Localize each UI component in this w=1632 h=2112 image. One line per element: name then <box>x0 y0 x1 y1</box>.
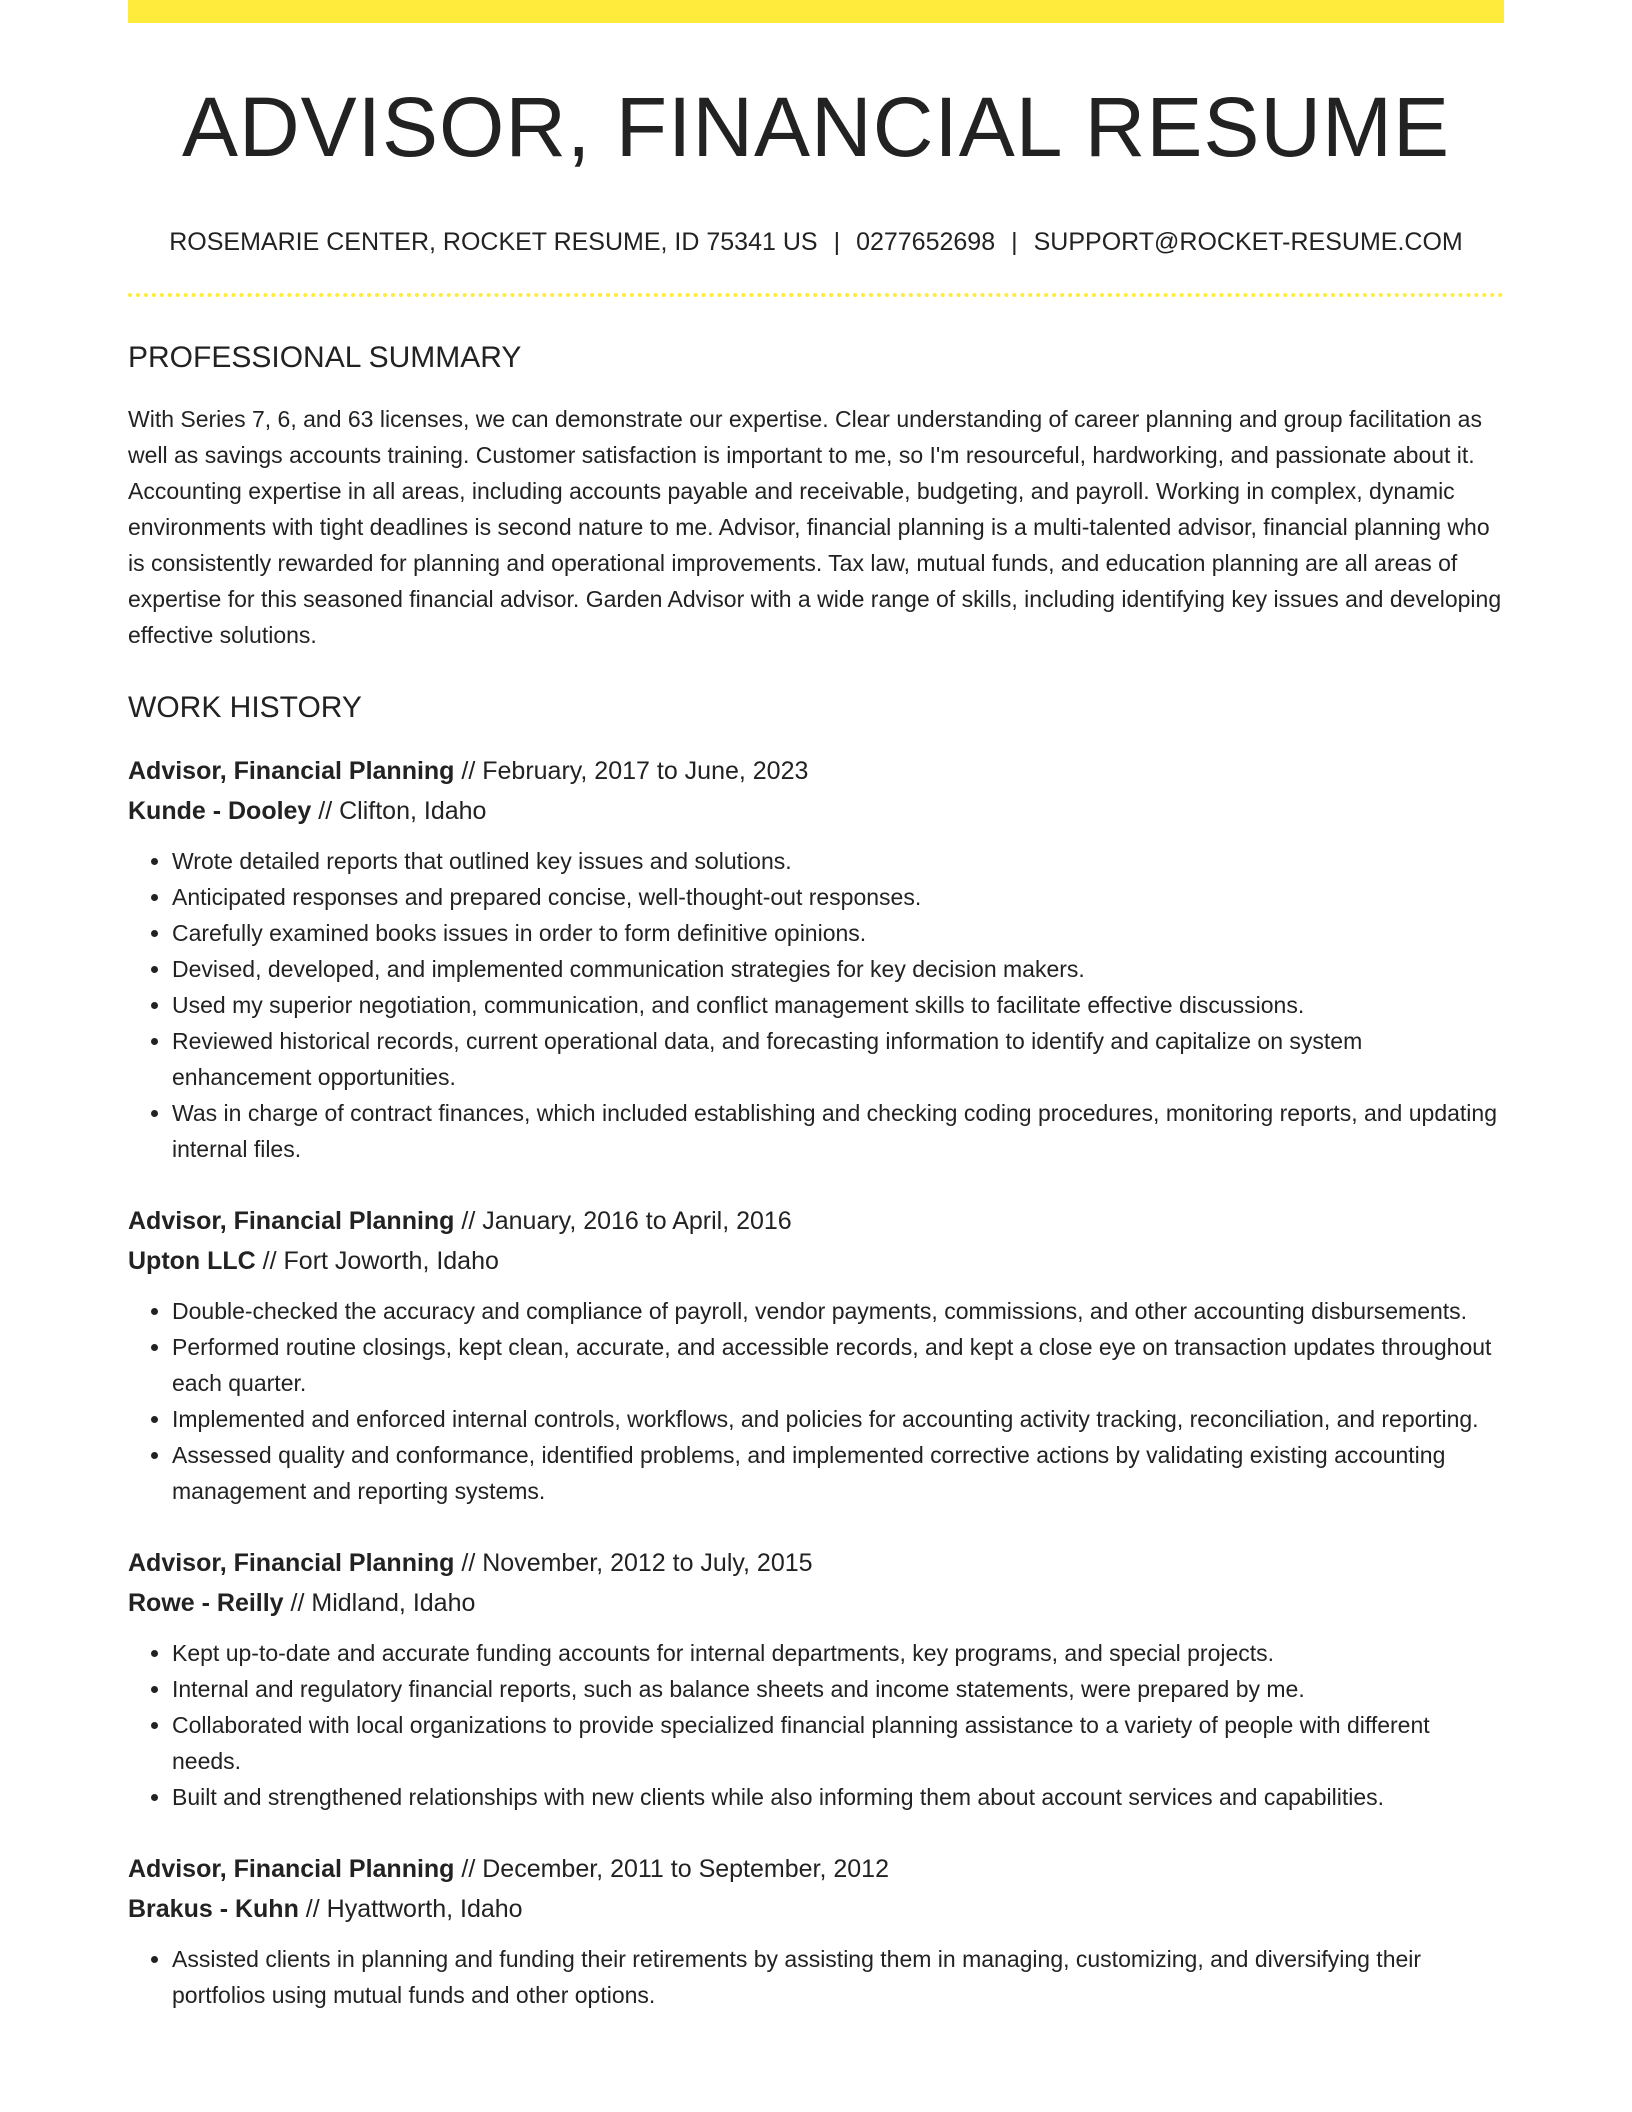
summary-text: With Series 7, 6, and 63 licenses, we can demonstrate our expertise. Clear understanding of career planning and group facilitation as well as savings accounts training. Customer satisfaction is important to me, so I'm resourceful, hardworking, and passionate about it. Accounting expertise in all areas, including accounts payable and receivable, budgeting, and payroll. Working in complex, dynamic environments with tight deadlines is second nature to me. Advisor, financial planning is a multi-talented advisor, financial planning who is consistently rewarded for planning and operational improvements. Tax law, mutual funds, and education planning are all areas of expertise for this seasoned financial advisor. Garden Advisor with a wide range of skills, including identifying key issues and developing effective solutions. <box>128 406 1502 648</box>
contact-line <box>128 227 1504 257</box>
job-location: // Midland, Idaho <box>283 1589 476 1617</box>
job-company-line <box>128 1583 1504 1623</box>
job-title-line <box>128 751 1504 791</box>
job-company-line <box>128 791 1504 831</box>
job-entry <box>128 751 1504 1167</box>
list-item: • Built and strengthened relationships with new clients while also informing them about account services and capabilities. <box>172 1779 1504 1815</box>
job-bullets <box>128 1293 1504 1509</box>
list-item: • Performed routine closings, kept clean, accurate, and accessible records, and kept a close eye on transaction updates throughout each quarter. <box>172 1329 1504 1401</box>
list-item: • Used my superior negotiation, communication, and conflict management skills to facilitate effective discussions. <box>172 987 1504 1023</box>
job-title-line <box>128 1849 1504 1889</box>
job-company: Upton LLC <box>128 1247 256 1275</box>
list-item: • Was in charge of contract finances, which included establishing and checking coding procedures, monitoring reports, and updating internal files. <box>172 1095 1504 1167</box>
list-item: • Assessed quality and conformance, identified problems, and implemented corrective actions by validating existing accounting management and reporting systems. <box>172 1437 1504 1509</box>
job-dates: // November, 2012 to July, 2015 <box>454 1549 813 1577</box>
dotted-divider <box>128 293 1504 297</box>
contact-separator: | <box>833 228 841 256</box>
list-item: • Internal and regulatory financial reports, such as balance sheets and income statements, were prepared by me. <box>172 1671 1504 1707</box>
list-item: • Double-checked the accuracy and compliance of payroll, vendor payments, commissions, and other accounting disbursements. <box>172 1293 1504 1329</box>
job-location: // Hyattworth, Idaho <box>298 1895 523 1923</box>
job-entry <box>128 1543 1504 1815</box>
job-company: Kunde - Dooley <box>128 797 312 825</box>
contact-separator: | <box>1011 228 1018 256</box>
job-title: Advisor, Financial Planning <box>128 757 455 785</box>
job-location: // Fort Joworth, Idaho <box>255 1247 499 1275</box>
list-item: • Reviewed historical records, current operational data, and forecasting information to identify and capitalize on system enhancement opportunities. <box>172 1023 1504 1095</box>
list-item: • Wrote detailed reports that outlined key issues and solutions. <box>172 843 1504 879</box>
resume-page <box>128 0 1504 2013</box>
list-item: • Devised, developed, and implemented communication strategies for key decision makers. <box>172 951 1504 987</box>
job-dates: // February, 2017 to June, 2023 <box>454 757 809 785</box>
job-title-line <box>128 1543 1504 1583</box>
list-item: • Implemented and enforced internal controls, workflows, and policies for accounting activity tracking, reconciliation, and reporting. <box>172 1401 1504 1437</box>
job-entry <box>128 1849 1504 2013</box>
job-location: // Clifton, Idaho <box>311 797 487 825</box>
summary-heading: PROFESSIONAL SUMMARY <box>128 341 522 374</box>
job-title: Advisor, Financial Planning <box>128 1549 455 1577</box>
job-company-line <box>128 1241 1504 1281</box>
job-title: Advisor, Financial Planning <box>128 1207 455 1235</box>
list-item: • Assisted clients in planning and funding their retirements by assisting them in managing, customizing, and diversifying their portfolios using mutual funds and other options. <box>172 1941 1504 2013</box>
job-entry <box>128 1201 1504 1509</box>
work-history-heading: WORK HISTORY <box>128 691 362 724</box>
job-dates: // January, 2016 to April, 2016 <box>454 1207 792 1235</box>
contact-email: SUPPORT@ROCKET-RESUME.COM <box>1033 228 1463 256</box>
list-item: • Anticipated responses and prepared concise, well-thought-out responses. <box>172 879 1504 915</box>
work-history-list <box>128 751 1504 2013</box>
job-title-line <box>128 1201 1504 1241</box>
contact-phone: 0277652698 <box>856 228 996 256</box>
list-item: • Kept up-to-date and accurate funding accounts for internal departments, key programs, and special projects. <box>172 1635 1504 1671</box>
job-bullets <box>128 1941 1504 2013</box>
job-title: Advisor, Financial Planning <box>128 1855 455 1883</box>
job-bullets <box>128 1635 1504 1815</box>
job-company: Brakus - Kuhn <box>128 1895 299 1923</box>
accent-top-bar <box>128 0 1504 23</box>
page-title: ADVISOR, FINANCIAL RESUME <box>181 80 1451 174</box>
contact-address: ROSEMARIE CENTER, ROCKET RESUME, ID 75341 US <box>169 228 818 256</box>
list-item: • Collaborated with local organizations to provide specialized financial planning assistance to a variety of people with different needs. <box>172 1707 1504 1779</box>
job-company-line <box>128 1889 1504 1929</box>
job-company: Rowe - Reilly <box>128 1589 284 1617</box>
job-bullets <box>128 843 1504 1167</box>
job-dates: // December, 2011 to September, 2012 <box>454 1855 889 1883</box>
list-item: • Carefully examined books issues in order to form definitive opinions. <box>172 915 1504 951</box>
